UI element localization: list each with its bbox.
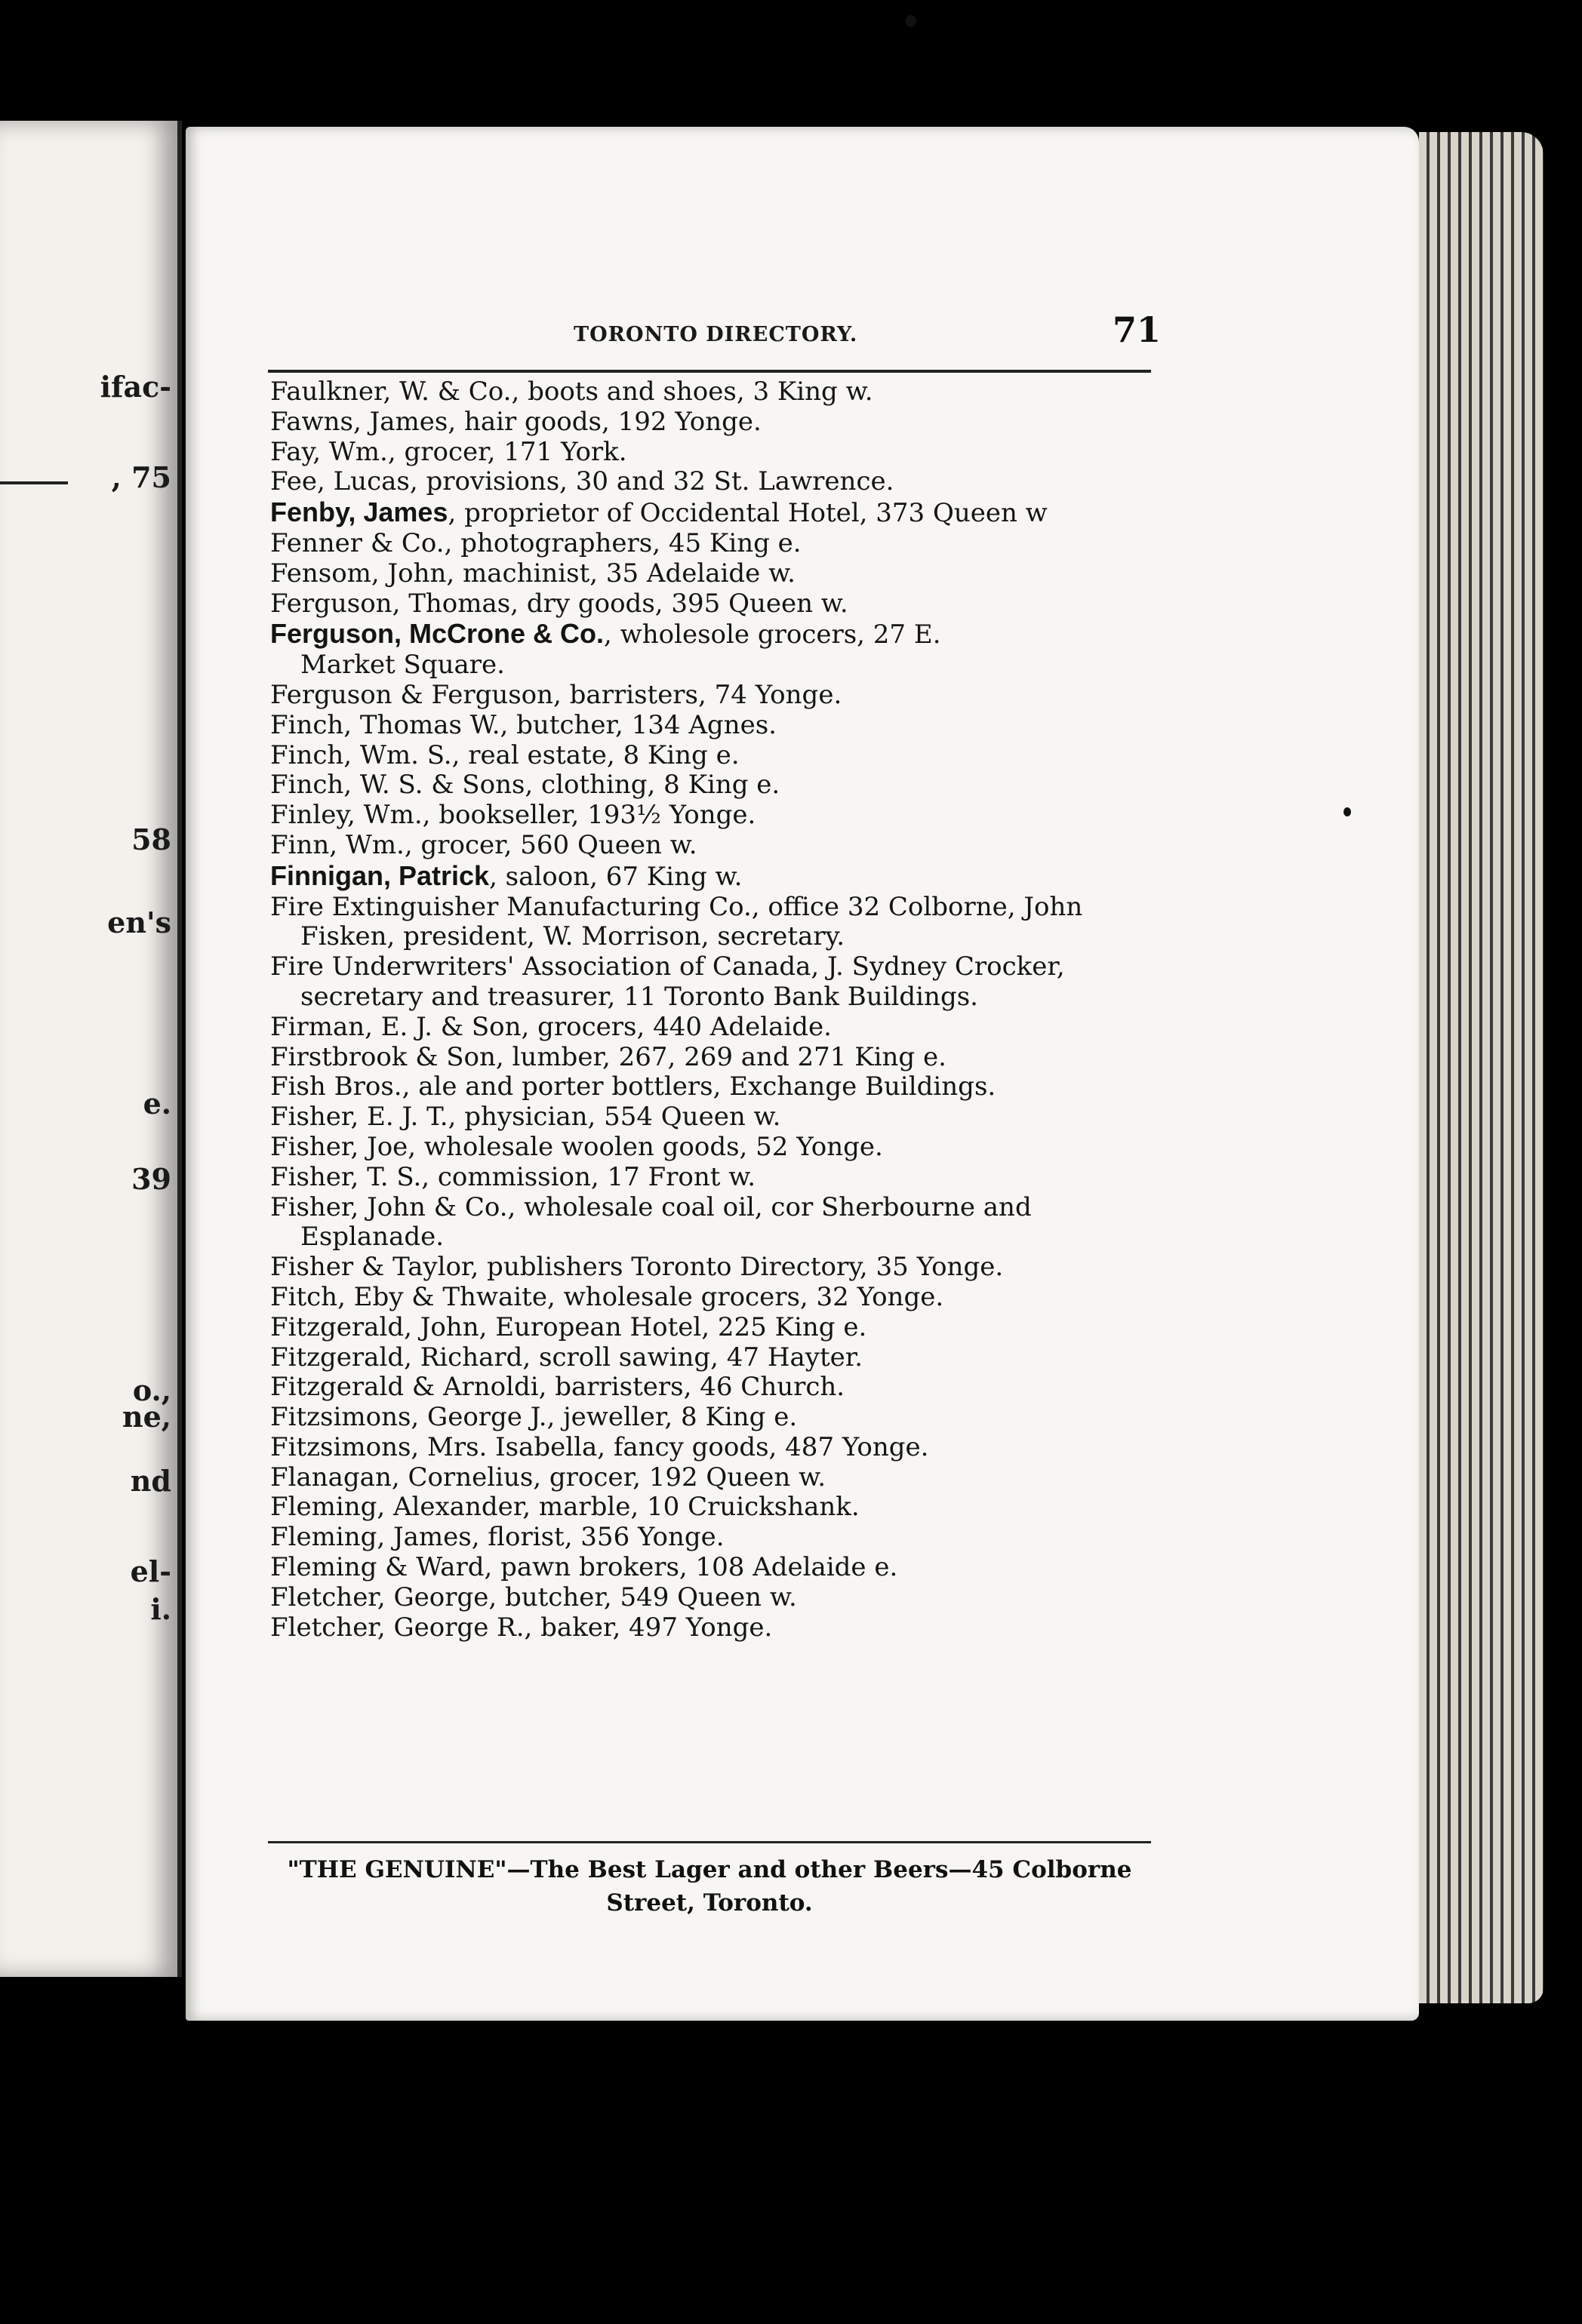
- left-page-fragment: el-: [130, 1554, 171, 1588]
- entry-text: , wholesole grocers, 27 E.: [604, 619, 941, 650]
- page-number: 71: [1113, 309, 1162, 350]
- header-rule: [268, 370, 1151, 373]
- entry-text: Fleming, Alexander, marble, 10 Cruickshank.: [270, 1492, 860, 1523]
- directory-entry: [270, 497, 1161, 529]
- directory-entry: [270, 893, 1161, 953]
- entry-text: Fisher, E. J. T., physician, 554 Queen w.: [270, 1102, 781, 1133]
- entry-continuation: Fisken, president, W. Morrison, secretary.: [300, 921, 845, 952]
- entry-text: Fisher, John & Co., wholesale coal oil, cor Sherbourne and: [270, 1191, 1032, 1222]
- left-page-fragment: e.: [143, 1087, 171, 1120]
- left-page-fragment: 39: [131, 1162, 171, 1196]
- directory-entry: [270, 1283, 1161, 1313]
- directory-entry: [270, 1553, 1161, 1583]
- entry-text: Fawns, James, hair goods, 192 Yonge.: [270, 406, 762, 437]
- entry-text: Fisher & Taylor, publishers Toronto Directory, 35 Yonge.: [270, 1252, 1004, 1283]
- entry-text: Faulkner, W. & Co., boots and shoes, 3 King w.: [270, 377, 873, 407]
- directory-entry: [270, 1433, 1161, 1463]
- entry-text: Ferguson, Thomas, dry goods, 395 Queen w.: [270, 588, 848, 619]
- advertisement: [257, 1853, 1162, 1920]
- directory-entry: [270, 407, 1161, 438]
- entry-text: Fitzsimons, George J., jeweller, 8 King e.: [270, 1402, 798, 1433]
- directory-entry: [270, 1253, 1161, 1283]
- directory-entry: [270, 711, 1161, 741]
- entry-text: Fitzgerald, John, European Hotel, 225 King e.: [270, 1311, 867, 1342]
- left-page-fragment: ne,: [122, 1400, 171, 1434]
- entry-text: Firstbrook & Son, lumber, 267, 269 and 271 King e.: [270, 1041, 946, 1072]
- directory-entry: [270, 1133, 1161, 1163]
- entry-text: Fire Extinguisher Manufacturing Co., office 32 Colborne, John: [270, 891, 1083, 922]
- entry-bold-name: Ferguson, McCrone & Co.: [270, 618, 605, 650]
- directory-entry: [270, 861, 1161, 893]
- entry-text: Firman, E. J. & Son, grocers, 440 Adelaide.: [270, 1011, 832, 1042]
- directory-entry: [270, 741, 1161, 771]
- entry-text: Finn, Wm., grocer, 560 Queen w.: [270, 829, 697, 860]
- directory-entry: [270, 1373, 1161, 1403]
- directory-entry: [270, 770, 1161, 801]
- directory-entry: [270, 1013, 1161, 1043]
- print-speck: [906, 15, 916, 27]
- directory-entry: [270, 1492, 1161, 1523]
- entry-continuation: Market Square.: [300, 650, 505, 681]
- entry-text: Fletcher, George R., baker, 497 Yonge.: [270, 1612, 773, 1643]
- directory-entry: [270, 1072, 1161, 1102]
- entry-text: Fitzgerald, Richard, scroll sawing, 47 Hayter.: [270, 1342, 863, 1373]
- directory-entry: [270, 589, 1161, 619]
- entry-continuation: secretary and treasurer, 11 Toronto Bank Buildings.: [300, 981, 978, 1012]
- directory-entry: [270, 1193, 1161, 1253]
- page-edges: [1419, 132, 1544, 2003]
- left-facing-page: [0, 121, 182, 1977]
- directory-entry: [270, 619, 1161, 681]
- entry-text: , saloon, 67 King w.: [489, 861, 743, 892]
- directory-entry: [270, 1163, 1161, 1193]
- directory-entry: [270, 1403, 1161, 1433]
- directory-entry: [270, 559, 1161, 589]
- directory-entry: [270, 1523, 1161, 1553]
- entry-text: Fay, Wm., grocer, 171 York.: [270, 436, 627, 467]
- entry-text: Finley, Wm., bookseller, 193½ Yonge.: [270, 800, 756, 831]
- directory-entry: [270, 529, 1161, 559]
- entry-text: Fisher, Joe, wholesale woolen goods, 52 Yonge.: [270, 1131, 883, 1162]
- entry-text: Fish Bros., ale and porter bottlers, Exchange Buildings.: [270, 1071, 996, 1102]
- entry-text: Fensom, John, machinist, 35 Adelaide w.: [270, 558, 796, 589]
- entry-bold-name: Fenby, James: [270, 496, 448, 528]
- entry-text: Finch, Wm. S., real estate, 8 King e.: [270, 739, 740, 770]
- entry-text: Finch, Thomas W., butcher, 134 Agnes.: [270, 709, 777, 740]
- entry-text: Ferguson & Ferguson, barristers, 74 Yonge.: [270, 679, 842, 710]
- entry-text: Fee, Lucas, provisions, 30 and 32 St. Lawrence.: [270, 466, 894, 497]
- directory-entry: [270, 1613, 1161, 1643]
- directory-entry: [270, 438, 1161, 468]
- entry-text: Fletcher, George, butcher, 549 Queen w.: [270, 1582, 797, 1612]
- entry-text: Finch, W. S. & Sons, clothing, 8 King e.: [270, 770, 780, 801]
- footer-rule: [268, 1841, 1151, 1843]
- left-page-fragment: o.,: [132, 1373, 171, 1407]
- left-page-fragment: en's: [107, 905, 171, 939]
- directory-entry: [270, 1343, 1161, 1373]
- directory-entry: [270, 1102, 1161, 1133]
- left-page-fragment: nd: [130, 1464, 171, 1498]
- directory-entry: [270, 952, 1161, 1013]
- directory-entry: [270, 681, 1161, 711]
- entry-text: Fleming, James, florist, 356 Yonge.: [270, 1522, 725, 1553]
- directory-entry: [270, 1463, 1161, 1493]
- advert-line-2: Street, Toronto.: [606, 1889, 813, 1917]
- print-speck: [1343, 807, 1351, 816]
- entry-continuation: Esplanade.: [300, 1222, 445, 1253]
- left-page-rule: [0, 481, 68, 484]
- advert-line-1: "THE GENUINE"—The Best Lager and other Beers—45 Colborne: [287, 1856, 1132, 1883]
- entry-text: Fitch, Eby & Thwaite, wholesale grocers, 32 Yonge.: [270, 1281, 944, 1312]
- left-page-fragment: ifac-: [100, 370, 171, 404]
- directory-entry: [270, 801, 1161, 831]
- left-page-fragment: 58: [131, 822, 171, 856]
- directory-entry: [270, 1043, 1161, 1073]
- left-page-fragment: i.: [150, 1592, 171, 1626]
- entry-text: Fire Underwriters' Association of Canada, J. Sydney Crocker,: [270, 951, 1065, 982]
- entry-text: Fisher, T. S., commission, 17 Front w.: [270, 1161, 756, 1192]
- directory-entry: [270, 831, 1161, 861]
- entry-text: Fenner & Co., photographers, 45 King e.: [270, 527, 802, 558]
- entry-text: , proprietor of Occidental Hotel, 373 Queen w: [448, 498, 1048, 529]
- entry-bold-name: Finnigan, Patrick: [270, 859, 490, 891]
- entry-text: Flanagan, Cornelius, grocer, 192 Queen w.: [270, 1462, 826, 1492]
- entry-text: Fitzgerald & Arnoldi, barristers, 46 Church.: [270, 1372, 845, 1403]
- directory-entry: [270, 377, 1161, 407]
- entry-text: Fitzsimons, Mrs. Isabella, fancy goods, 487 Yonge.: [270, 1431, 929, 1462]
- directory-entry: [270, 1583, 1161, 1613]
- directory-entry: [270, 467, 1161, 497]
- directory-entries: [270, 377, 1161, 1643]
- left-page-fragment: , 75: [111, 460, 171, 494]
- running-header: TORONTO DIRECTORY.: [574, 323, 858, 346]
- directory-entry: [270, 1313, 1161, 1343]
- entry-text: Fleming & Ward, pawn brokers, 108 Adelaide e.: [270, 1552, 898, 1583]
